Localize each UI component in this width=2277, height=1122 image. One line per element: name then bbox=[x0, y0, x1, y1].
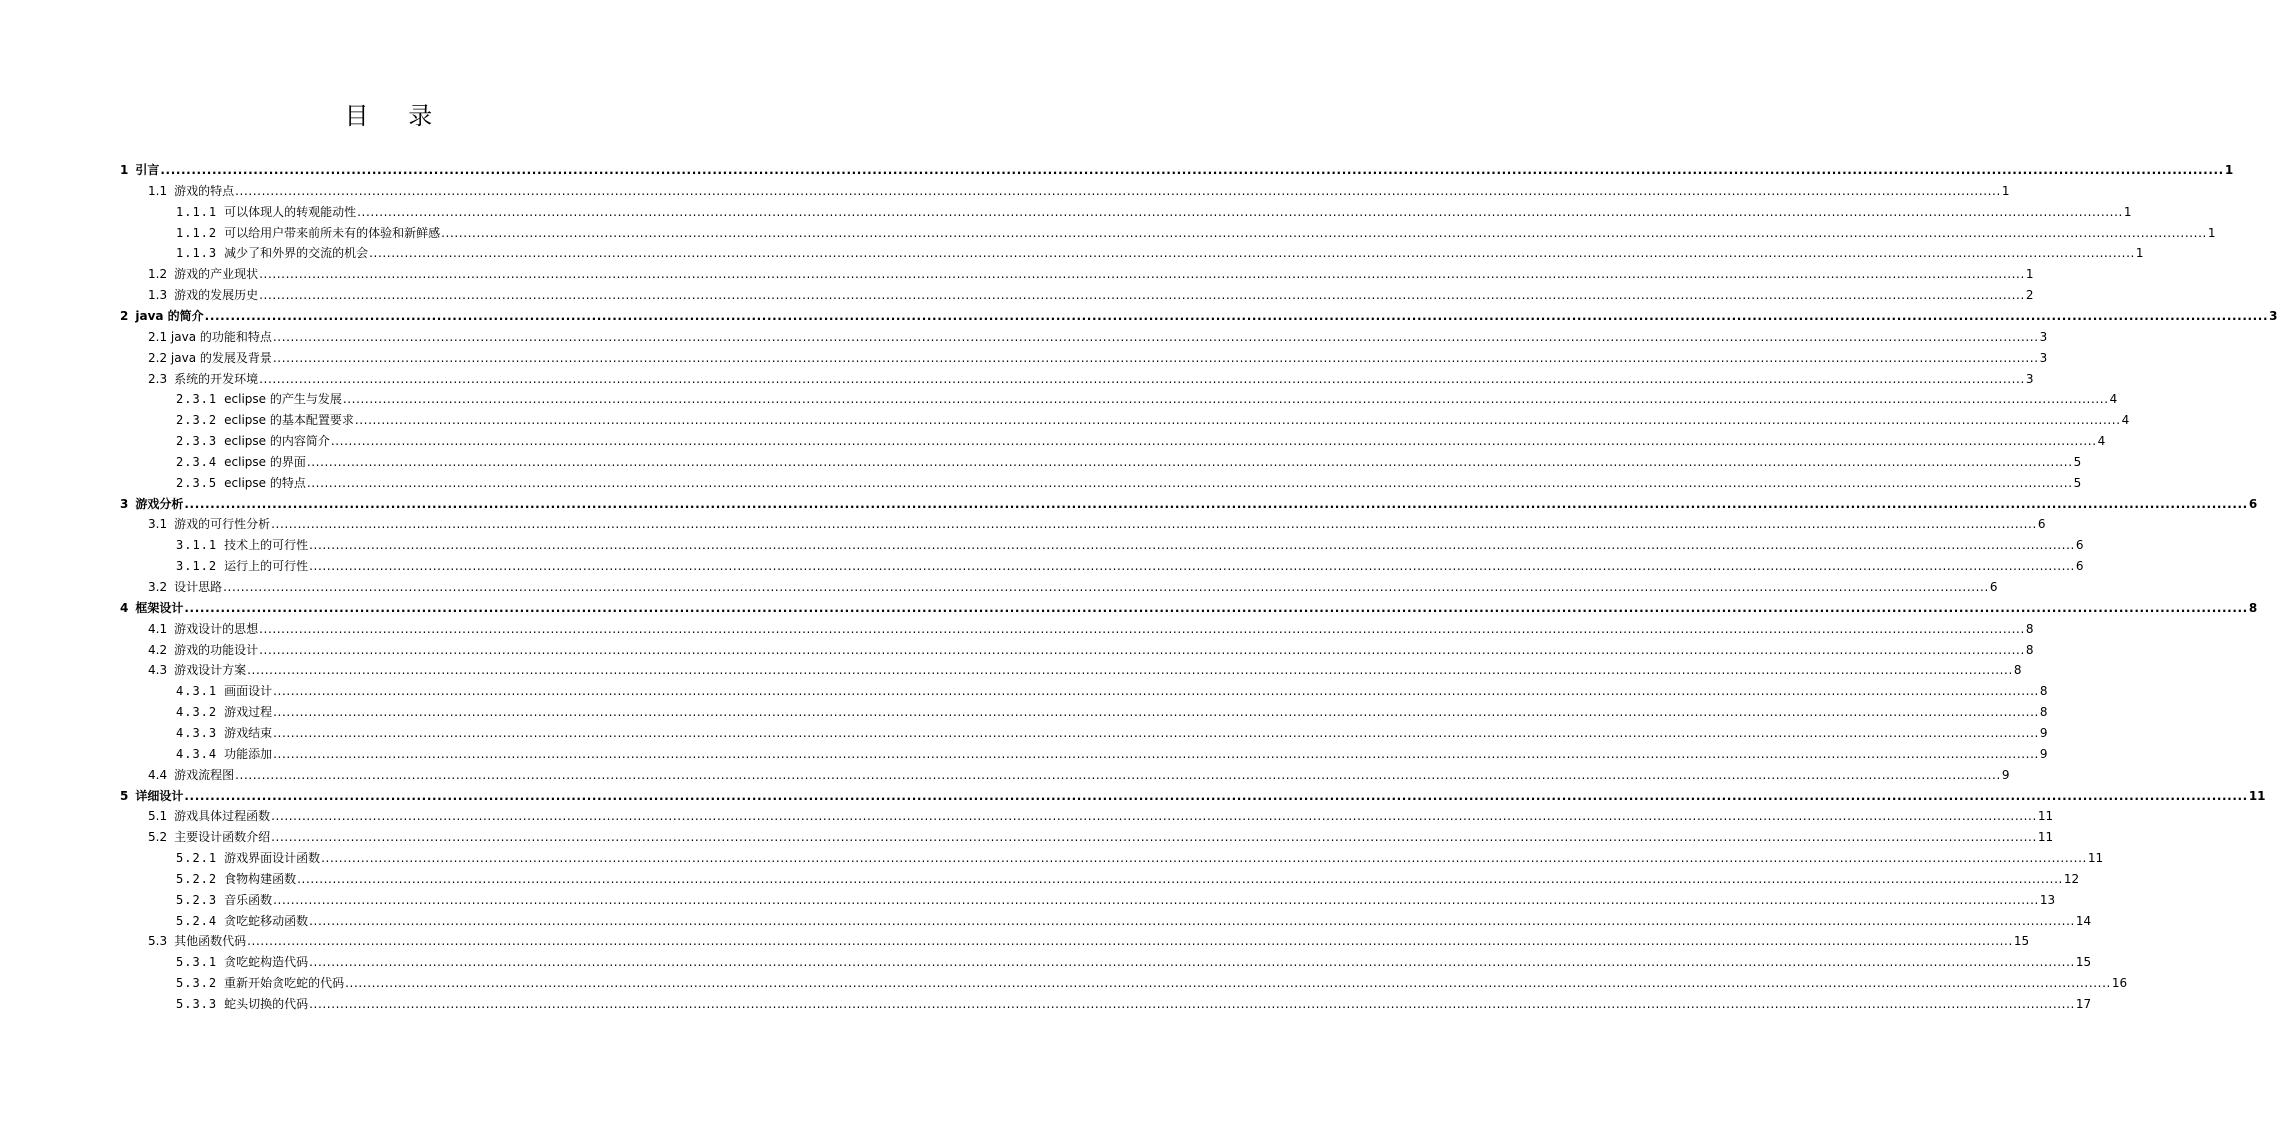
toc-entry-label: eclipse 的产生与发展 bbox=[224, 392, 342, 407]
toc-leader-dots: ................................................................................................................................................................................................................................................................................................................................................................................................................ bbox=[342, 392, 2109, 407]
toc-entry[interactable] bbox=[148, 327, 2048, 347]
toc-entry-label: 贪吃蛇构造代码 bbox=[224, 955, 309, 970]
toc-leader-dots: ................................................................................................................................................................................................................................................................................................................................................................................................................ bbox=[297, 871, 2063, 886]
toc-entry-number: 5.2 bbox=[148, 830, 168, 845]
toc-entry-page-number: 6 bbox=[2248, 496, 2258, 511]
toc-title: 目 录 bbox=[344, 102, 449, 130]
toc-entry[interactable] bbox=[176, 702, 2048, 722]
toc-entry-number: 1.1 bbox=[148, 183, 168, 198]
toc-entry-page-number: 9 bbox=[2001, 767, 2010, 782]
toc-entry-number: 3.1 bbox=[148, 517, 168, 532]
toc-entry-page-number: 1 bbox=[2123, 204, 2132, 219]
toc-entry-page-number: 17 bbox=[2075, 997, 2092, 1011]
toc-entry[interactable] bbox=[176, 202, 2132, 222]
toc-entry-number: 1.3 bbox=[148, 288, 168, 303]
toc-entry[interactable] bbox=[176, 869, 2080, 889]
toc-entry[interactable] bbox=[176, 452, 2082, 472]
toc-entry[interactable] bbox=[176, 723, 2048, 743]
toc-leader-dots: ................................................................................................................................................................................................................................................................................................................................................................................................................ bbox=[271, 517, 2037, 532]
toc-leader-dots: ................................................................................................................................................................................................................................................................................................................................................................................................................ bbox=[309, 955, 2075, 970]
toc-entry-label: 主要设计函数介绍 bbox=[174, 830, 271, 845]
toc-entry-page-number: 1 bbox=[2135, 246, 2144, 261]
toc-leader-dots: ................................................................................................................................................................................................................................................................................................................................................................................................................ bbox=[259, 288, 2025, 303]
toc-entry[interactable] bbox=[176, 994, 2092, 1014]
toc-entry-label: 其他函数代码 bbox=[174, 934, 247, 949]
toc-leader-dots: ................................................................................................................................................................................................................................................................................................................................................................................................................ bbox=[204, 308, 2269, 323]
toc-entry-label: eclipse 的内容简介 bbox=[224, 434, 330, 449]
toc-entry[interactable] bbox=[148, 264, 2034, 284]
toc-entry-label: 游戏的产业现状 bbox=[174, 267, 259, 282]
toc-entry-number: 2.3 bbox=[148, 371, 168, 386]
toc-entry-number: 5.2.3 bbox=[176, 892, 218, 907]
toc-entry-number: 4.3.3 bbox=[176, 725, 218, 740]
toc-entry[interactable] bbox=[148, 931, 2030, 951]
toc-entry-page-number: 11 bbox=[2248, 788, 2266, 803]
toc-leader-dots: ................................................................................................................................................................................................................................................................................................................................................................................................................ bbox=[272, 329, 2039, 344]
toc-entry[interactable] bbox=[120, 786, 2266, 806]
toc-entry[interactable] bbox=[148, 765, 2010, 785]
toc-leader-dots: ................................................................................................................................................................................................................................................................................................................................................................................................................ bbox=[184, 496, 2248, 511]
toc-entry-label: 游戏流程图 bbox=[174, 767, 235, 782]
toc-leader-dots: ................................................................................................................................................................................................................................................................................................................................................................................................................ bbox=[271, 809, 2037, 824]
toc-entry-page-number: 3 bbox=[2039, 350, 2048, 365]
toc-entry[interactable] bbox=[176, 473, 2082, 493]
toc-entry-page-number: 1 bbox=[2025, 267, 2034, 282]
toc-entry-label: 设计思路 bbox=[174, 580, 223, 594]
toc-entry-number: 4.1 bbox=[148, 621, 168, 636]
toc-entry-page-number: 14 bbox=[2075, 913, 2092, 928]
toc-entry-number: 2 bbox=[120, 308, 129, 323]
toc-entry[interactable] bbox=[120, 160, 2234, 180]
toc-entry-page-number: 5 bbox=[2073, 454, 2082, 469]
toc-entry-page-number: 1 bbox=[2224, 163, 2234, 177]
toc-entry-page-number: 3 bbox=[2039, 329, 2048, 344]
toc-leader-dots: ................................................................................................................................................................................................................................................................................................................................................................................................................ bbox=[306, 454, 2073, 469]
toc-entry-label: 游戏的可行性分析 bbox=[174, 517, 271, 532]
toc-leader-dots: ................................................................................................................................................................................................................................................................................................................................................................................................................ bbox=[259, 267, 2025, 282]
toc-entry-page-number: 6 bbox=[1989, 580, 1998, 594]
toc-leader-dots: ................................................................................................................................................................................................................................................................................................................................................................................................................ bbox=[273, 892, 2039, 907]
toc-entry-number: 1.1.2 bbox=[176, 225, 218, 240]
toc-entry-number: 2.3.5 bbox=[176, 475, 218, 490]
toc-entry-page-number: 4 bbox=[2109, 392, 2118, 407]
toc-leader-dots: ................................................................................................................................................................................................................................................................................................................................................................................................................ bbox=[357, 204, 2123, 219]
toc-entry-page-number: 6 bbox=[2075, 538, 2084, 553]
toc-entry-number: 4.3.2 bbox=[176, 705, 218, 720]
toc-leader-dots: ................................................................................................................................................................................................................................................................................................................................................................................................................ bbox=[259, 621, 2025, 636]
toc-leader-dots: ................................................................................................................................................................................................................................................................................................................................................................................................................ bbox=[441, 225, 2207, 240]
toc-entry-label: 减少了和外界的交流的机会 bbox=[224, 246, 369, 261]
toc-entry[interactable] bbox=[148, 827, 2054, 847]
toc-entry-page-number: 6 bbox=[2075, 559, 2084, 574]
toc-entry-label: 运行上的可行性 bbox=[224, 559, 309, 574]
toc-entry[interactable] bbox=[176, 556, 2084, 576]
toc-entry-page-number: 4 bbox=[2097, 434, 2106, 449]
toc-entry[interactable] bbox=[148, 348, 2048, 368]
toc-entry[interactable] bbox=[176, 848, 2104, 868]
toc-entry-label: 2.2 java 的发展及背景 bbox=[148, 350, 272, 365]
toc-leader-dots: ................................................................................................................................................................................................................................................................................................................................................................................................................ bbox=[354, 413, 2121, 428]
toc-entry-number: 5.2.1 bbox=[176, 851, 218, 866]
toc-leader-dots: ................................................................................................................................................................................................................................................................................................................................................................................................................ bbox=[235, 183, 2001, 198]
toc-entry[interactable] bbox=[148, 660, 2022, 680]
toc-entry-page-number: 1 bbox=[2001, 183, 2010, 198]
toc-entry-number: 5.3 bbox=[148, 934, 168, 949]
toc-entry[interactable] bbox=[176, 431, 2106, 451]
toc-entry[interactable] bbox=[120, 598, 2258, 618]
toc-entry-number: 5.3.3 bbox=[176, 997, 218, 1011]
toc-entry-label: eclipse 的基本配置要求 bbox=[224, 413, 354, 428]
toc-entry[interactable] bbox=[176, 223, 2216, 243]
toc-entry[interactable] bbox=[120, 494, 2258, 514]
toc-entry-number: 2.3.1 bbox=[176, 392, 218, 407]
toc-leader-dots: ................................................................................................................................................................................................................................................................................................................................................................................................................ bbox=[184, 788, 2248, 803]
toc-entry-page-number: 15 bbox=[2013, 934, 2030, 949]
toc-leader-dots: ................................................................................................................................................................................................................................................................................................................................................................................................................ bbox=[309, 913, 2075, 928]
toc-entry-label: java 的简介 bbox=[135, 308, 204, 323]
toc-entry-number: 1.1.3 bbox=[176, 246, 218, 261]
toc-entry-number: 3.1.1 bbox=[176, 538, 218, 553]
toc-entry-label: 蛇头切换的代码 bbox=[224, 997, 309, 1011]
toc-entry-label: 详细设计 bbox=[135, 788, 184, 803]
toc-entry-number: 1.1.1 bbox=[176, 204, 218, 219]
toc-leader-dots: ................................................................................................................................................................................................................................................................................................................................................................................................................ bbox=[247, 663, 2013, 678]
toc-entry-label: 技术上的可行性 bbox=[224, 538, 309, 553]
toc-entry-page-number: 8 bbox=[2025, 621, 2034, 636]
toc-entry-number: 2.3.2 bbox=[176, 413, 218, 428]
toc-leader-dots: ................................................................................................................................................................................................................................................................................................................................................................................................................ bbox=[273, 705, 2039, 720]
toc-leader-dots: ................................................................................................................................................................................................................................................................................................................................................................................................................ bbox=[306, 475, 2073, 490]
toc-entry-label: 画面设计 bbox=[224, 684, 273, 699]
toc-entry-label: 2.1 java 的功能和特点 bbox=[148, 329, 272, 344]
toc-leader-dots: ................................................................................................................................................................................................................................................................................................................................................................................................................ bbox=[259, 371, 2025, 386]
toc-entry-page-number: 2 bbox=[2025, 288, 2034, 303]
toc-entry-page-number: 6 bbox=[2037, 517, 2046, 532]
toc-entry-number: 5.3.2 bbox=[176, 976, 218, 991]
toc-leader-dots: ................................................................................................................................................................................................................................................................................................................................................................................................................ bbox=[223, 580, 1989, 594]
toc-entry-page-number: 3 bbox=[2269, 308, 2277, 323]
toc-entry-number: 4.3.4 bbox=[176, 746, 218, 761]
toc-entry-label: 重新开始贪吃蛇的代码 bbox=[224, 976, 345, 991]
toc-entry-label: 游戏的功能设计 bbox=[174, 642, 259, 657]
toc-entry[interactable] bbox=[148, 514, 2046, 534]
toc-entry-number: 3 bbox=[120, 496, 129, 511]
toc-entry[interactable] bbox=[148, 806, 2054, 826]
toc-leader-dots: ................................................................................................................................................................................................................................................................................................................................................................................................................ bbox=[369, 246, 2135, 261]
toc-entry-page-number: 8 bbox=[2013, 663, 2022, 678]
toc-entry[interactable] bbox=[176, 973, 2128, 993]
toc-leader-dots: ................................................................................................................................................................................................................................................................................................................................................................................................................ bbox=[309, 997, 2075, 1011]
toc-entry-page-number: 16 bbox=[2111, 976, 2128, 991]
toc-entry-label: 游戏过程 bbox=[224, 705, 273, 720]
toc-entry-page-number: 11 bbox=[2037, 809, 2054, 824]
toc-entry-label: 功能添加 bbox=[224, 746, 273, 761]
toc-leader-dots: ................................................................................................................................................................................................................................................................................................................................................................................................................ bbox=[273, 746, 2039, 761]
toc-entry[interactable] bbox=[176, 243, 2144, 263]
toc-entry-label: 框架设计 bbox=[135, 600, 184, 615]
toc-entry-number: 2.3.3 bbox=[176, 434, 218, 449]
toc-entry[interactable] bbox=[176, 744, 2048, 764]
toc-entry-label: 游戏结束 bbox=[224, 725, 273, 740]
toc-entry-label: 音乐函数 bbox=[224, 892, 273, 907]
toc-entry-label: 游戏分析 bbox=[135, 496, 184, 511]
toc-entry-number: 4.4 bbox=[148, 767, 168, 782]
toc-leader-dots: ................................................................................................................................................................................................................................................................................................................................................................................................................ bbox=[309, 559, 2075, 574]
toc-entry-page-number: 8 bbox=[2039, 684, 2048, 699]
toc-leader-dots: ................................................................................................................................................................................................................................................................................................................................................................................................................ bbox=[330, 434, 2097, 449]
toc-entry-number: 1.2 bbox=[148, 267, 168, 282]
toc-entry[interactable] bbox=[148, 369, 2034, 389]
toc-entry[interactable] bbox=[120, 306, 2277, 326]
toc-entry-label: 游戏设计的思想 bbox=[174, 621, 259, 636]
toc-entry-number: 5.2.4 bbox=[176, 913, 218, 928]
toc-entry[interactable] bbox=[176, 952, 2092, 972]
toc-entry[interactable] bbox=[176, 389, 2118, 409]
toc-entry-page-number: 9 bbox=[2039, 746, 2048, 761]
toc-entry-number: 5.2.2 bbox=[176, 871, 218, 886]
toc-entry-number: 2.3.4 bbox=[176, 454, 218, 469]
toc-entry-label: 贪吃蛇移动函数 bbox=[224, 913, 309, 928]
toc-entry-number: 3.2 bbox=[148, 580, 168, 594]
toc-entry-label: 游戏界面设计函数 bbox=[224, 851, 321, 866]
toc-entry-page-number: 12 bbox=[2063, 871, 2080, 886]
toc-entry[interactable] bbox=[148, 285, 2034, 305]
toc-entry-page-number: 8 bbox=[2025, 642, 2034, 657]
toc-entry[interactable] bbox=[176, 535, 2084, 555]
toc-leader-dots: ................................................................................................................................................................................................................................................................................................................................................................................................................ bbox=[273, 725, 2039, 740]
toc-entry-label: 游戏具体过程函数 bbox=[174, 809, 271, 824]
toc-entry-number: 3.1.2 bbox=[176, 559, 218, 574]
toc-entry-page-number: 1 bbox=[2207, 225, 2216, 240]
toc-entry-label: 可以给用户带来前所未有的体验和新鲜感 bbox=[224, 225, 441, 240]
toc-entry-label: eclipse 的界面 bbox=[224, 454, 306, 469]
toc-entry-number: 4.3.1 bbox=[176, 684, 218, 699]
toc-leader-dots: ................................................................................................................................................................................................................................................................................................................................................................................................................ bbox=[309, 538, 2075, 553]
toc-leader-dots: ................................................................................................................................................................................................................................................................................................................................................................................................................ bbox=[259, 642, 2025, 657]
toc-entry[interactable] bbox=[176, 911, 2092, 931]
toc-entry-number: 4.3 bbox=[148, 663, 168, 678]
toc-entry[interactable] bbox=[148, 577, 1998, 597]
toc-leader-dots: ................................................................................................................................................................................................................................................................................................................................................................................................................ bbox=[345, 976, 2111, 991]
toc-entry-page-number: 4 bbox=[2121, 413, 2130, 428]
toc-entry-page-number: 9 bbox=[2039, 725, 2048, 740]
toc-leader-dots: ................................................................................................................................................................................................................................................................................................................................................................................................................ bbox=[273, 684, 2039, 699]
toc-leader-dots: ................................................................................................................................................................................................................................................................................................................................................................................................................ bbox=[184, 600, 2248, 615]
toc-entry-number: 4 bbox=[120, 600, 129, 615]
toc-entry-page-number: 13 bbox=[2039, 892, 2056, 907]
toc-entry-label: 引言 bbox=[135, 163, 160, 177]
toc-entry-page-number: 15 bbox=[2075, 955, 2092, 970]
toc-entry[interactable] bbox=[148, 619, 2034, 639]
toc-entry-number: 5.1 bbox=[148, 809, 168, 824]
toc-entry-label: eclipse 的特点 bbox=[224, 475, 306, 490]
toc-entry-page-number: 11 bbox=[2087, 851, 2104, 866]
toc-entry-page-number: 11 bbox=[2037, 830, 2054, 845]
toc-entry-label: 游戏的发展历史 bbox=[174, 288, 259, 303]
toc-entry-number: 5.3.1 bbox=[176, 955, 218, 970]
toc-entry-label: 可以体现人的转观能动性 bbox=[224, 204, 357, 219]
toc-leader-dots: ................................................................................................................................................................................................................................................................................................................................................................................................................ bbox=[160, 163, 2224, 177]
toc-leader-dots: ................................................................................................................................................................................................................................................................................................................................................................................................................ bbox=[272, 350, 2039, 365]
toc-entry-number: 1 bbox=[120, 163, 129, 177]
toc-leader-dots: ................................................................................................................................................................................................................................................................................................................................................................................................................ bbox=[235, 767, 2001, 782]
toc-entry-number: 5 bbox=[120, 788, 129, 803]
toc-entry-page-number: 8 bbox=[2248, 600, 2258, 615]
toc-entry-number: 4.2 bbox=[148, 642, 168, 657]
toc-leader-dots: ................................................................................................................................................................................................................................................................................................................................................................................................................ bbox=[271, 830, 2037, 845]
toc-entry-page-number: 8 bbox=[2039, 705, 2048, 720]
toc-entry-page-number: 3 bbox=[2025, 371, 2034, 386]
toc-entry-label: 游戏的特点 bbox=[174, 183, 235, 198]
toc-entry[interactable] bbox=[176, 890, 2056, 910]
toc-entry[interactable] bbox=[148, 181, 2010, 201]
toc-entry-label: 游戏设计方案 bbox=[174, 663, 247, 678]
toc-entry-label: 食物构建函数 bbox=[224, 871, 297, 886]
toc-entry-page-number: 5 bbox=[2073, 475, 2082, 490]
toc-entry[interactable] bbox=[176, 410, 2130, 430]
toc-leader-dots: ................................................................................................................................................................................................................................................................................................................................................................................................................ bbox=[321, 851, 2087, 866]
toc-entry[interactable] bbox=[176, 681, 2048, 701]
toc-leader-dots: ................................................................................................................................................................................................................................................................................................................................................................................................................ bbox=[247, 934, 2013, 949]
toc-entry[interactable] bbox=[148, 640, 2034, 660]
toc-entry-label: 系统的开发环境 bbox=[174, 371, 259, 386]
